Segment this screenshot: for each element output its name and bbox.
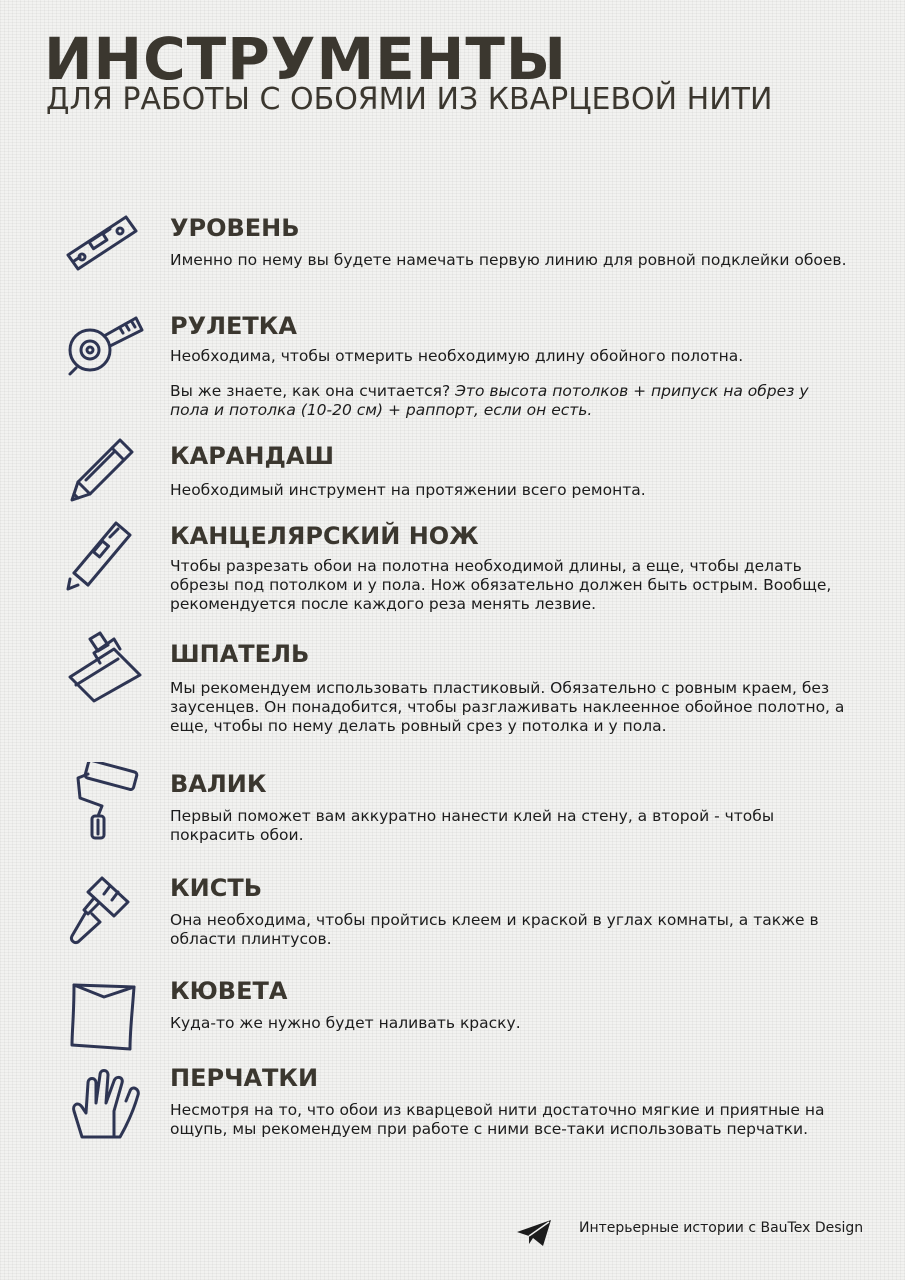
tool-description: Куда-то же нужно будет наливать краску. bbox=[170, 1014, 521, 1032]
tool-title: УРОВЕНЬ bbox=[170, 214, 300, 242]
paint-tray-icon bbox=[64, 975, 144, 1055]
tool-title: РУЛЕТКА bbox=[170, 312, 297, 340]
page-title: ИНСТРУМЕНТЫ bbox=[44, 25, 567, 93]
tool-title: КИСТЬ bbox=[170, 874, 262, 902]
tool-title: КАНЦЕЛЯРСКИЙ НОЖ bbox=[170, 522, 479, 550]
tool-description: Чтобы разрезать обои на полотна необходимой длины, а еще, чтобы делать обрезы под потолком и у пола. Нож обязательно должен быть острым. Вообще, рекомендуется после каждого реза менять лезвие. bbox=[170, 557, 832, 613]
pencil-icon bbox=[64, 432, 144, 512]
tool-description: Она необходима, чтобы пройтись клеем и краской в углах комнаты, а также в области плинтусов. bbox=[170, 911, 819, 948]
tool-title: ШПАТЕЛЬ bbox=[170, 640, 310, 668]
footer-text: Интерьерные истории с BauTex Design bbox=[579, 1220, 864, 1236]
paint-roller-icon bbox=[64, 762, 144, 842]
tape-measure-icon bbox=[64, 306, 144, 386]
page-subtitle: ДЛЯ РАБОТЫ С ОБОЯМИ ИЗ КВАРЦЕВОЙ НИТИ bbox=[46, 82, 773, 117]
tool-description: Необходимый инструмент на протяжении всего ремонта. bbox=[170, 481, 646, 499]
tool-title: КАРАНДАШ bbox=[170, 442, 335, 470]
tool-description-plain: Вы же знаете, как она считается? bbox=[170, 382, 456, 400]
tool-title: ВАЛИК bbox=[170, 770, 267, 798]
tool-description-extra bbox=[170, 382, 850, 420]
tool-description: Несмотря на то, что обои из кварцевой нити достаточно мягкие и приятные на ощупь, мы рекомендуем при работе с ними все-таки использовать перчатки. bbox=[170, 1101, 825, 1138]
tool-description: Необходима, чтобы отмерить необходимую длину обойного полотна. bbox=[170, 347, 744, 365]
tool-description: Первый поможет вам аккуратно нанести клей на стену, а второй - чтобы покрасить обои. bbox=[170, 807, 775, 844]
tool-title: ПЕРЧАТКИ bbox=[170, 1064, 319, 1092]
spatula-icon bbox=[64, 625, 144, 705]
paint-brush-icon bbox=[64, 870, 144, 950]
tool-description: Мы рекомендуем использовать пластиковый. Обязательно с ровным краем, без заусенцев. Он понадобится, чтобы разглаживать наклеенное обойное полотно, а еще, чтобы по нему делать ровный срез у потолка и у пола. bbox=[170, 679, 845, 735]
level-icon bbox=[64, 205, 144, 285]
tool-title: КЮВЕТА bbox=[170, 977, 288, 1005]
telegram-icon bbox=[515, 1218, 555, 1248]
tool-description-italic: Это высота потолков + припуск на обрез у пола и потолка (10-20 см) + раппорт, если он есть. bbox=[170, 382, 809, 419]
gloves-icon bbox=[64, 1065, 144, 1145]
utility-knife-icon bbox=[64, 515, 144, 595]
tool-description: Именно по нему вы будете намечать первую линию для ровной подклейки обоев. bbox=[170, 251, 847, 269]
footer bbox=[515, 1212, 875, 1252]
